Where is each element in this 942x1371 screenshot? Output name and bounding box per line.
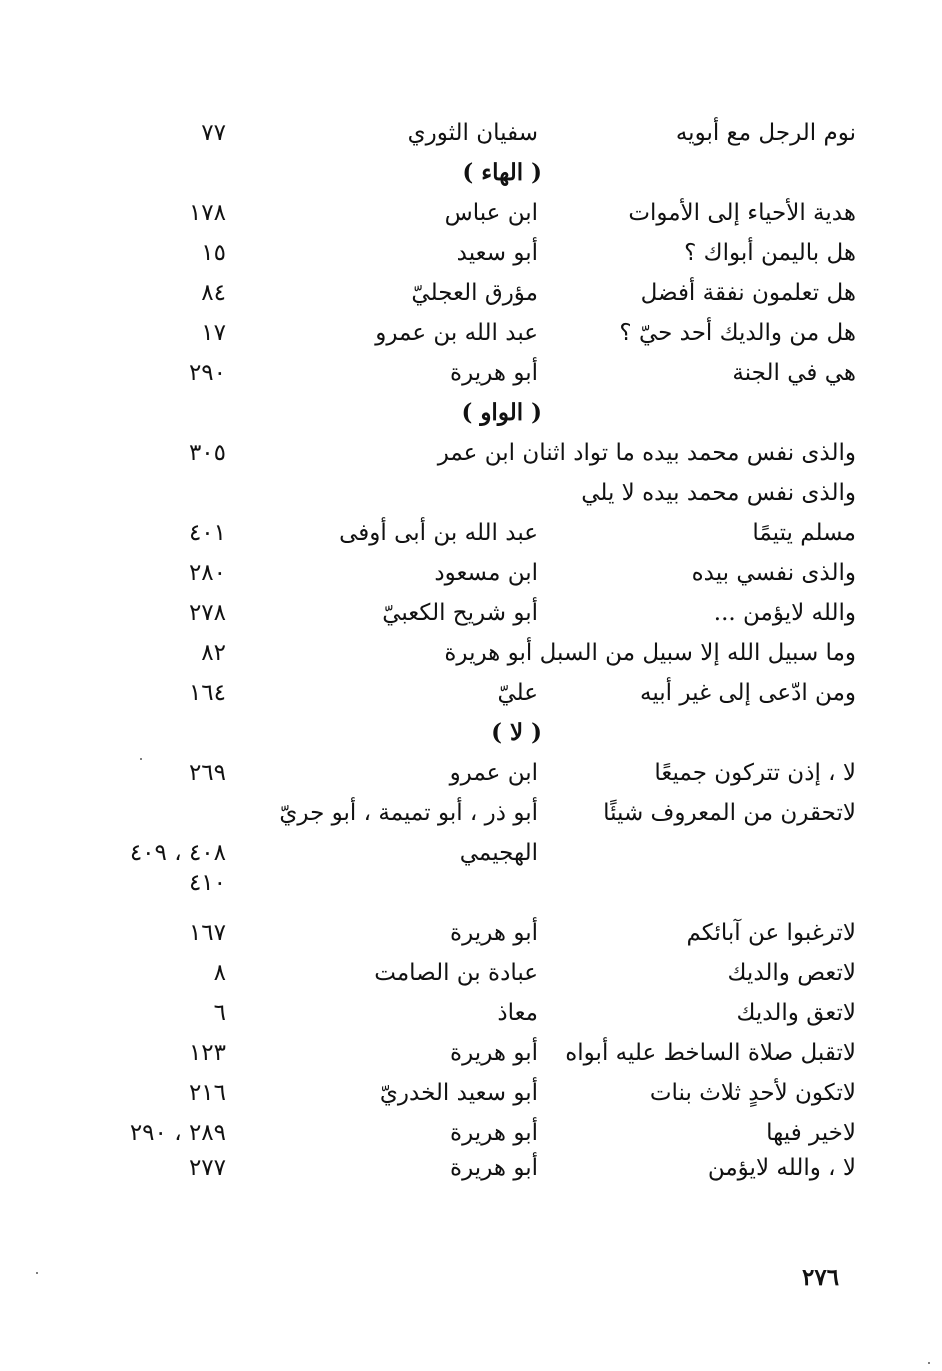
entry-text: هدية الأحياء إلى الأموات [628,200,856,226]
entry-text: لا ، والله لايؤمن [707,1155,856,1181]
entry-page: ٤١٠ [188,870,226,896]
entry-narrator: ابن مسعود [434,560,538,586]
entry-page: ١٢٣ [188,1040,226,1066]
entry-narrator: أبو هريرة [450,360,538,386]
entry-page: ٢٧٨ [188,600,226,626]
entry-narrator: عليّ [497,680,538,706]
entry-narrator: ابن عمرو [449,760,538,786]
entry-page: ١٥ [201,240,226,266]
entry-page: ٢٧٧ [188,1155,226,1181]
entry-page: ٨٢ [201,640,226,666]
entry-page: ٢١٦ [188,1080,226,1106]
print-speck [140,758,142,760]
entry-narrator: أبو شريح الكعبيّ [382,600,538,626]
entry-text: لاترغبوا عن آبائكم [686,920,856,946]
entry-narrator: عبد الله بن عمرو [375,320,538,346]
entry-narrator: أبو هريرة [450,1040,538,1066]
entry-narrator: عبد الله بن أبى أوفى [339,520,538,546]
section-header: ( الواو ) [461,399,542,426]
entry-page: ٢٨٩ ، ٢٩٠ [129,1120,226,1146]
entry-page: ٢٨٠ [188,560,226,586]
entry-text: والذى نفس محمد بيده لا يلي [581,480,856,506]
entry-text: لاتكون لأحدٍ ثلاث بنات [649,1080,856,1106]
entry-text: نوم الرجل مع أبويه [675,120,856,146]
entry-narrator: مؤرق العجليّ [411,280,538,306]
section-header: ( الهاء ) [462,159,542,186]
entry-narrator: أبو ذر ، أبو تميمة ، أبو جريّ [279,800,538,826]
entry-narrator: عبادة بن الصامت [374,960,538,986]
entry-text: لاخير فيها [766,1120,856,1146]
print-speck [928,1362,930,1364]
entry-text: هل تعلمون نفقة أفضل [640,280,856,306]
entry-text: لا ، إذن تتركون جميعًا [654,760,856,786]
entry-text: وما سبيل الله إلا سبيل من السبل أبو هريرة [444,640,856,666]
entry-text: والذى نفسي بيده [691,560,856,586]
entry-text: مسلم يتيمًا [752,520,856,546]
entry-narrator: ابن عباس [444,200,538,226]
entry-narrator: أبو هريرة [450,1120,538,1146]
entry-page: ١٧٨ [188,200,226,226]
entry-text: ومن ادّعى إلى غير أبيه [640,680,856,706]
entry-page: ٢٩٠ [188,360,226,386]
print-speck [36,1272,38,1274]
entry-text: هل من والديك أحد حيّ ؟ [619,320,856,346]
entry-page: ٤٠١ [188,520,226,546]
section-header: ( لا ) [491,719,542,746]
entry-text: لاتعق والديك [736,1000,856,1026]
entry-text: لاتعص والديك [727,960,856,986]
page-number: ٢٧٦ [802,1264,840,1291]
entry-text: هل باليمن أبواك ؟ [684,240,856,266]
entry-page: ١٧ [201,320,226,346]
entry-page: ٦ [213,1000,226,1026]
entry-page: ١٦٧ [188,920,226,946]
entry-page: ٤٠٨ ، ٤٠٩ [129,840,226,866]
entry-narrator: أبو هريرة [450,1155,538,1181]
entry-narrator: سفيان الثوري [407,120,538,146]
entry-page: ٣٠٥ [188,440,226,466]
entry-narrator: أبو سعيد [456,240,538,266]
entry-text: والله لايؤمن ... [713,600,856,626]
entry-text: لاتحقرن من المعروف شيئًا [603,800,856,826]
entry-page: ٧٧ [201,120,226,146]
entry-page: ٨ [213,960,226,986]
entry-narrator: أبو هريرة [450,920,538,946]
entry-text: لاتقبل صلاة الساخط عليه أبواه [565,1040,856,1066]
entry-narrator: معاذ [497,1000,538,1026]
entry-text: هي في الجنة [732,360,856,386]
entry-narrator: أبو سعيد الخدريّ [379,1080,538,1106]
entry-text: والذى نفس محمد بيده ما تواد اثنان ابن عمر [437,440,856,466]
entry-page: ١٦٤ [188,680,226,706]
entry-page: ٨٤ [201,280,226,306]
entry-page: ٢٦٩ [188,760,226,786]
entry-narrator: الهجيمي [459,840,538,866]
